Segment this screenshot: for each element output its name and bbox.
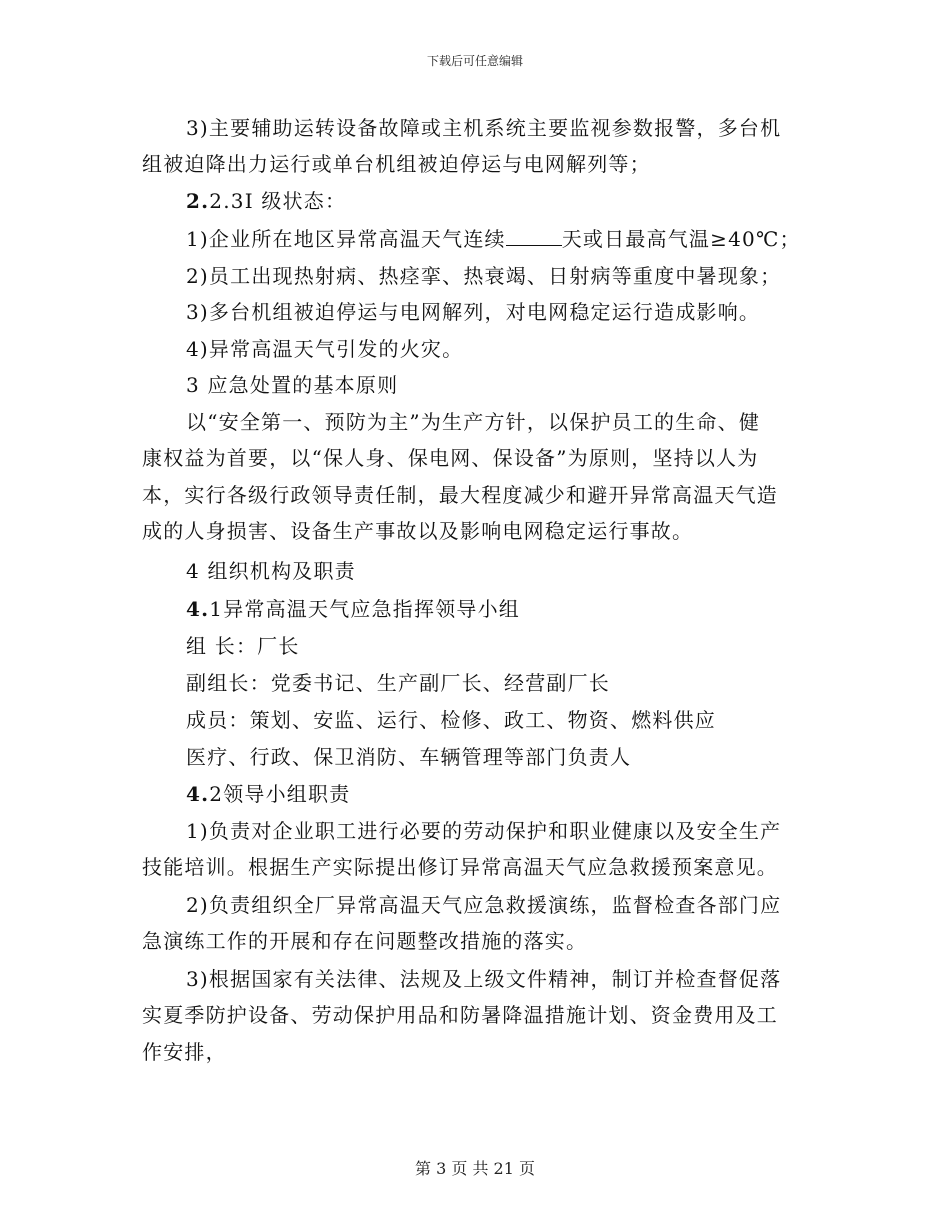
paragraph-line: 以“安全第一、预防为主”为生产方针，以保护员工的生命、健 (186, 410, 761, 434)
heading-text: 1异常高温天气应急指挥领导小组 (209, 597, 521, 621)
paragraph-line: 3)根据国家有关法律、法规及上级文件精神，制订并检查督促落 (186, 967, 782, 991)
paragraph-line: 技能培训。根据生产实际提出修订异常高温天气应急救援预案意见。 (142, 855, 778, 879)
heading-text: 2.3Ⅰ 级状态： (209, 189, 347, 213)
page-header: 下载后可任意编辑 (426, 54, 523, 68)
paragraph-line: 4)异常高温天气引发的火灾。 (186, 337, 464, 361)
members-line: 成员：策划、安监、运行、检修、政工、物资、燃料供应 (186, 708, 716, 732)
paragraph-line: 3)主要辅助运转设备故障或主机系统主要监视参数报警，多台机 (186, 116, 782, 140)
section-heading-4-2 (186, 776, 856, 812)
line-text: 天或日最高气温≥40℃； (561, 227, 801, 251)
paragraph-line: 组被迫降出力运行或单台机组被迫停运与电网解列等； (142, 152, 651, 176)
page-number: 第 3 页 共 21 页 (415, 1159, 535, 1178)
heading-number: 4. (186, 782, 210, 806)
paragraph-line: 作安排， (142, 1040, 227, 1064)
paragraph-line: 急演练工作的开展和存在问题整改措施的落实。 (142, 929, 588, 953)
vice-leader-line: 副组长：党委书记、生产副厂长、经营副厂长 (186, 671, 610, 695)
section-heading-2-2-3 (186, 183, 856, 219)
paragraph-line: 3)多台机组被迫停运与电网解列，对电网稳定运行造成影响。 (186, 300, 761, 324)
heading-number: 4. (186, 597, 210, 621)
paragraph-line: 2)员工出现热射病、热痉挛、热衰竭、日射病等重度中暑现象； (186, 264, 782, 288)
paragraph-line: 成的人身损害、设备生产事故以及影响电网稳定运行事故。 (142, 519, 694, 543)
heading-text: 2领导小组职责 (209, 782, 351, 806)
section-heading-4-1 (186, 591, 856, 627)
paragraph-line: 实夏季防护设备、劳动保护用品和防暑降温措施计划、资金费用及工 (142, 1003, 778, 1027)
paragraph-line: 康权益为首要，以“保人身、保电网、保设备”为原则，坚持以人为 (142, 446, 759, 470)
paragraph-line: 本，实行各级行政领导责任制，最大程度减少和避开异常高温天气造 (142, 483, 778, 507)
fill-in-blank (506, 223, 562, 246)
section-heading-4: 4 组织机构及职责 (186, 559, 356, 583)
leader-line: 组 长：厂长 (186, 634, 300, 658)
paragraph-line: 1)负责对企业职工进行必要的劳动保护和职业健康以及安全生产 (186, 819, 782, 843)
heading-number: 2. (186, 189, 210, 213)
members-line-2: 医疗、行政、保卫消防、车辆管理等部门负责人 (186, 745, 632, 769)
paragraph-line (186, 221, 856, 257)
paragraph-line: 2)负责组织全厂异常高温天气应急救援演练，监督检查各部门应 (186, 893, 782, 917)
section-heading-3: 3 应急处置的基本原则 (186, 373, 399, 397)
line-text: 1)企业所在地区异常高温天气连续 (186, 227, 506, 251)
